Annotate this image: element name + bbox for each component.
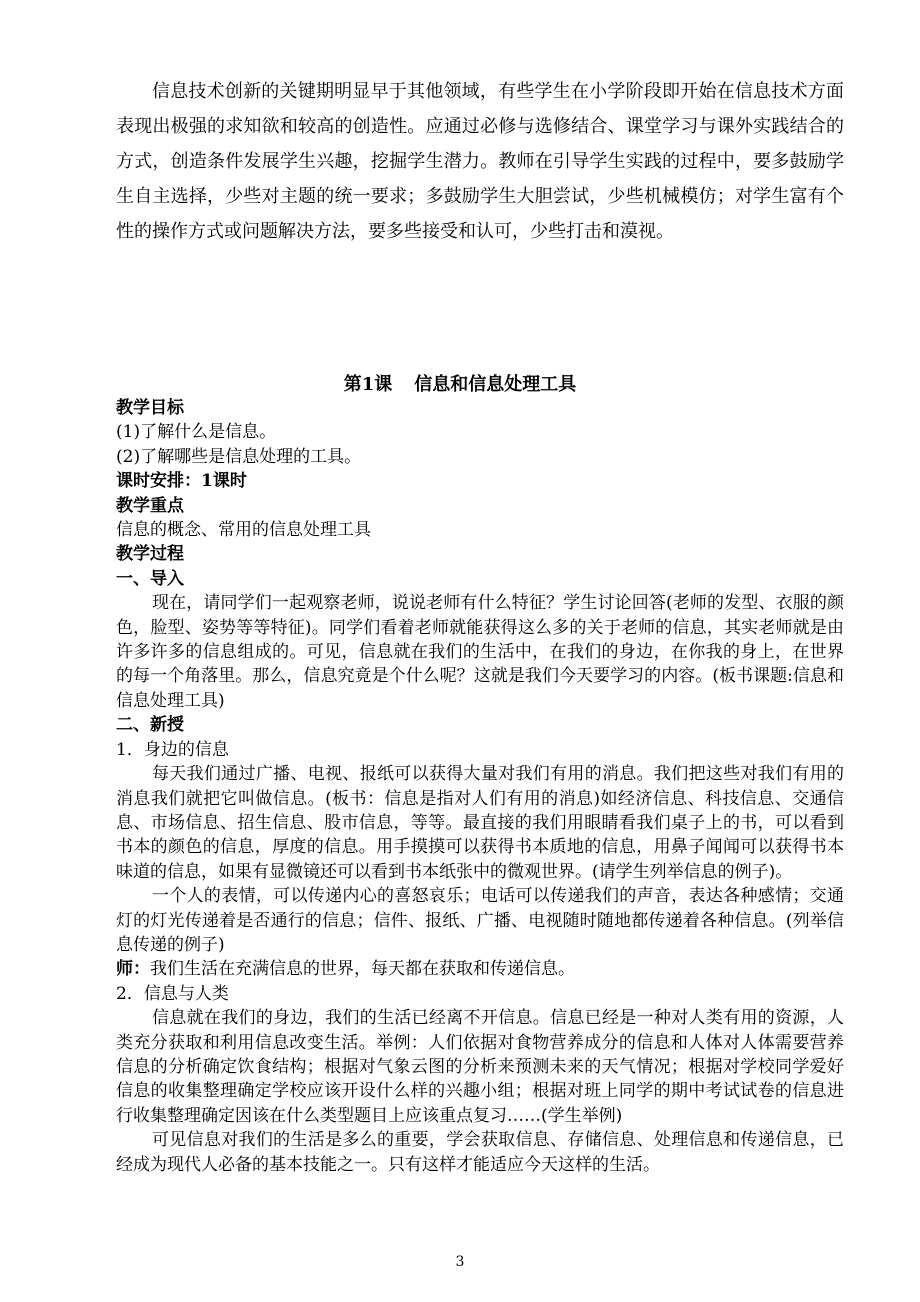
schedule-heading: 课时安排：1课时 bbox=[116, 471, 247, 492]
section2-heading: 2．信息与人类 bbox=[116, 983, 229, 1004]
key-points-text: 信息的概念、常用的信息处理工具 bbox=[116, 520, 371, 541]
section1-heading: 1．身边的信息 bbox=[116, 739, 229, 760]
teacher-line bbox=[116, 957, 844, 981]
process-heading: 教学过程 bbox=[116, 544, 184, 565]
lesson-body bbox=[116, 396, 844, 1177]
page-number: 3 bbox=[455, 1254, 465, 1270]
section1-paragraph: 一个人的表情，可以传递内心的喜怒哀乐；电话可以传递我们的声音，表达各种感情；交通灯的灯光传递着是否通行的信息；信件、报纸、广播、电视随时随地都传递着各种信息。(列举信息传递的例子) bbox=[116, 886, 844, 955]
teacher-label: 师： bbox=[116, 959, 150, 980]
goal-item: (2)了解哪些是信息处理的工具。 bbox=[116, 446, 362, 467]
section2-paragraph: 可见信息对我们的生活是多么的重要，学会获取信息、存储信息、处理信息和传递信息，已经成为现代人必备的基本技能之一。只有这样才能适应今天这样的生活。 bbox=[116, 1130, 844, 1175]
lesson-title bbox=[0, 373, 920, 397]
key-points-heading: 教学重点 bbox=[116, 495, 184, 516]
section1-paragraph: 每天我们通过广播、电视、报纸可以获得大量对我们有用的消息。我们把这些对我们有用的消息我们就把它叫做信息。(板书：信息是指对人们有用的消息)如经济信息、科技信息、交通信息、市场信息、招生信息、股市信息，等等。最直接的我们用眼睛看我们桌子上的书，可以看到书本的颜色的信息，厚度的信息。用手摸摸可以获得书本质地的信息，用鼻子闻闻可以获得书本味道的信息，如果有显微镜还可以看到书本纸张中的微观世界。(请学生列举信息的例子)。 bbox=[116, 764, 844, 882]
goal-item: (1)了解什么是信息。 bbox=[116, 422, 277, 443]
intro-subheading: 一、导入 bbox=[116, 568, 184, 589]
intro-text: 现在，请同学们一起观察老师，说说老师有什么特征？学生讨论回答(老师的发型、衣服的颜色，脸型、姿势等等特征)。同学们看着老师就能获得这么多的关于老师的信息，其实老师就是由许多许多的信息组成的。可见，信息就在我们的生活中，在我们的身边，在你我的身上，在世界的每一个角落里。那么，信息究竟是个什么呢？这就是我们今天要学习的内容。(板书课题:信息和信息处理工具) bbox=[116, 593, 844, 711]
goals-heading: 教学目标 bbox=[116, 398, 184, 418]
intro-paragraph: 信息技术创新的关键期明显早于其他领域，有些学生在小学阶段即开始在信息技术方面表现出极强的求知欲和较高的创造性。应通过必修与选修结合、课堂学习与课外实践结合的方式，创造条件发展学生兴趣，挖掘学生潜力。教师在引导学生实践的过程中，要多鼓励学生自主选择，少些对主题的统一要求；多鼓励学生大胆尝试，少些机械模仿；对学生富有个性的操作方式或问题解决方法，要多些接受和认可，少些打击和漠视。 bbox=[116, 81, 844, 242]
teacher-text: 我们生活在充满信息的世界，每天都在获取和传递信息。 bbox=[150, 959, 575, 980]
lesson-name: 信息和信息处理工具 bbox=[414, 374, 577, 395]
lesson-number: 第1课 bbox=[343, 374, 393, 395]
section2-paragraph: 信息就在我们的身边，我们的生活已经离不开信息。信息已经是一种对人类有用的资源，人类充分获取和利用信息改变生活。举例：人们依据对食物营养成分的信息和人体对人体需要营养信息的分析确定饮食结构；根据对气象云图的分析来预测未来的天气情况；根据对学校同学爱好信息的收集整理确定学校应该开设什么样的兴趣小组；根据对班上同学的期中考试试卷的信息进行收集整理确定因该在什么类型题目上应该重点复习……(学生举例) bbox=[116, 1008, 844, 1126]
new-lesson-heading: 二、新授 bbox=[116, 715, 184, 736]
intro-section bbox=[116, 74, 844, 249]
